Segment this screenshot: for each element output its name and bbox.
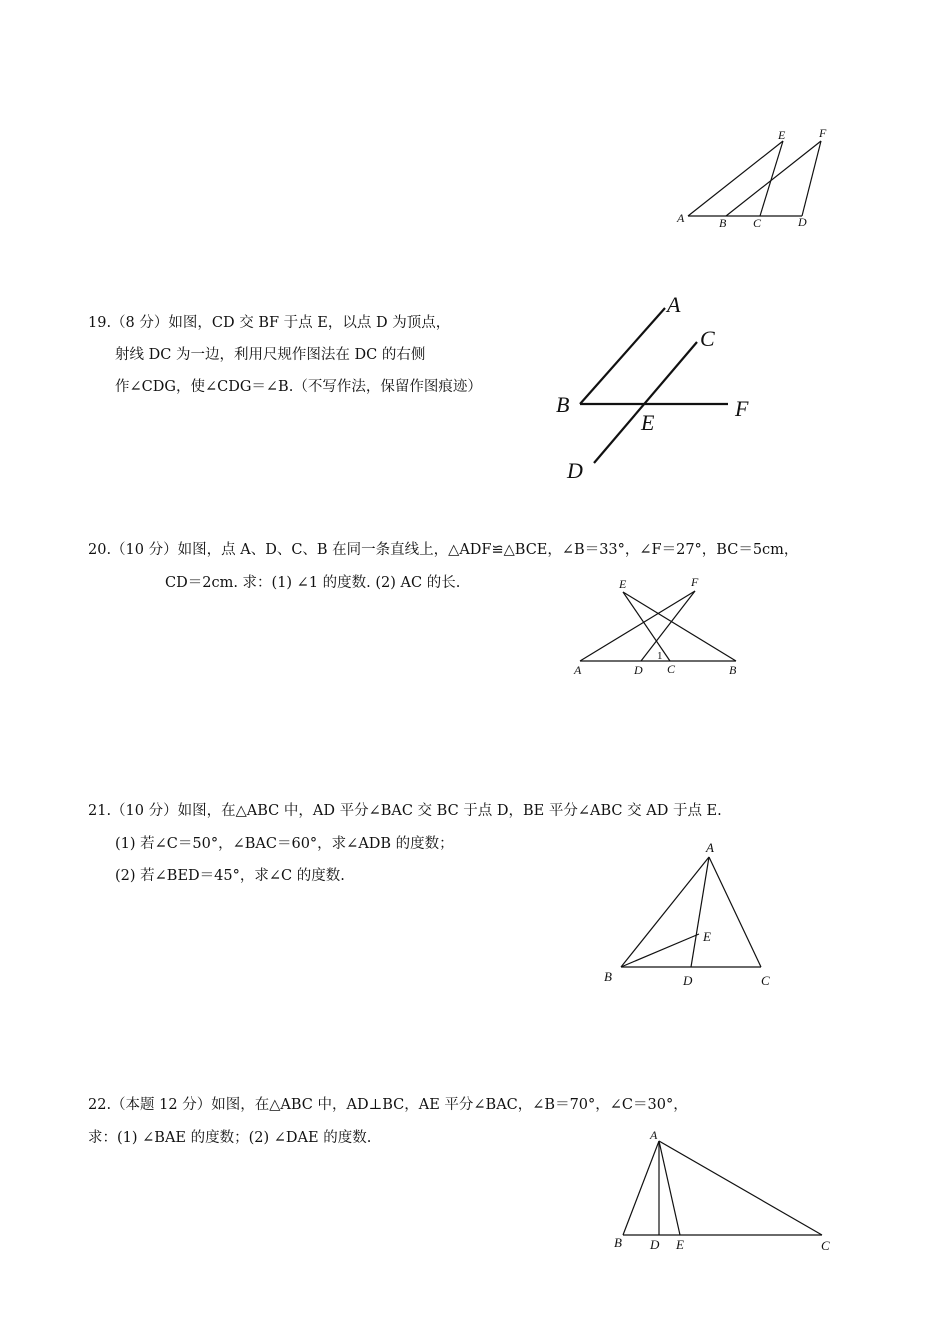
- segment-fd: [641, 591, 695, 661]
- label-c: C: [821, 1238, 830, 1253]
- label-a: A: [667, 292, 681, 317]
- label-c: C: [753, 216, 762, 230]
- segment-ad: [691, 857, 709, 967]
- q22-line1: 22.（本题 12 分）如图，在△ABC 中，AD⊥BC，AE 平分∠BAC，∠B＝70°，∠C＝30°，: [88, 1097, 688, 1113]
- label-d: D: [798, 215, 807, 229]
- label-angle-1: 1: [657, 650, 663, 662]
- label-b: B: [614, 1235, 622, 1250]
- label-b: B: [729, 663, 737, 677]
- segment-ec: [623, 592, 670, 661]
- label-e: E: [778, 128, 786, 142]
- segment-ba: [623, 1141, 659, 1235]
- label-d: D: [650, 1237, 660, 1252]
- q22-line2: 求：(1) ∠BAE 的度数；(2) ∠DAE 的度数.: [88, 1130, 372, 1146]
- label-d: D: [634, 663, 643, 677]
- figure-q21: [0, 835, 950, 995]
- label-c: C: [667, 662, 676, 676]
- segment-ac: [659, 1141, 822, 1235]
- label-d: D: [683, 973, 693, 988]
- label-c: C: [700, 326, 715, 351]
- figure-q20: [0, 570, 950, 690]
- segment-ba: [621, 857, 709, 967]
- label-f: F: [735, 396, 749, 421]
- segment-ec: [760, 141, 783, 216]
- segment-ae: [688, 141, 783, 216]
- label-f: F: [819, 126, 827, 140]
- label-a: A: [574, 663, 582, 677]
- q21-line1: 21.（10 分）如图，在△ABC 中，AD 平分∠BAC 交 BC 于点 D，BE 平分∠ABC 交 AD 于点 E.: [88, 803, 722, 819]
- label-c: C: [761, 973, 770, 988]
- label-a: A: [706, 840, 714, 855]
- segment-fd: [802, 141, 821, 216]
- segment-be: [621, 934, 699, 967]
- label-e: E: [641, 410, 655, 435]
- label-d: D: [567, 458, 583, 483]
- q19-line3: 作∠CDG，使∠CDG＝∠B.（不写作法，保留作图痕迹）: [115, 379, 482, 395]
- q20-line1: 20.（10 分）如图，点 A、D、C、B 在同一条直线上，△ADF≌△BCE，∠B＝33°，∠F＝27°，BC＝5cm，: [88, 542, 799, 558]
- q20-line2: CD＝2cm. 求：(1) ∠1 的度数. (2) AC 的长.: [165, 575, 461, 591]
- label-a: A: [677, 211, 685, 225]
- segment-ac: [709, 857, 761, 967]
- label-a: A: [650, 1128, 658, 1142]
- q19-line2: 射线 DC 为一边，利用尺规作图法在 DC 的右侧: [115, 347, 426, 363]
- label-e: E: [619, 577, 627, 591]
- label-f: F: [691, 575, 699, 589]
- q21-line2: (1) 若∠C＝50°，∠BAC＝60°，求∠ADB 的度数；: [115, 836, 454, 852]
- label-e: E: [676, 1237, 684, 1252]
- figure-q18: [0, 0, 950, 260]
- segment-ae: [659, 1141, 680, 1235]
- segment-bf: [726, 141, 821, 216]
- ray-ba: [580, 308, 665, 404]
- line-cd: [594, 342, 697, 463]
- label-b: B: [719, 216, 727, 230]
- q19-line1: 19.（8 分）如图，CD 交 BF 于点 E，以点 D 为顶点，: [88, 315, 451, 331]
- segment-eb: [623, 592, 736, 661]
- label-b: B: [556, 392, 570, 417]
- label-b: B: [604, 969, 612, 984]
- figure-q22: [0, 1125, 950, 1265]
- label-e: E: [703, 929, 711, 944]
- q21-line3: (2) 若∠BED＝45°，求∠C 的度数.: [115, 868, 345, 884]
- figure-q19: [0, 290, 950, 490]
